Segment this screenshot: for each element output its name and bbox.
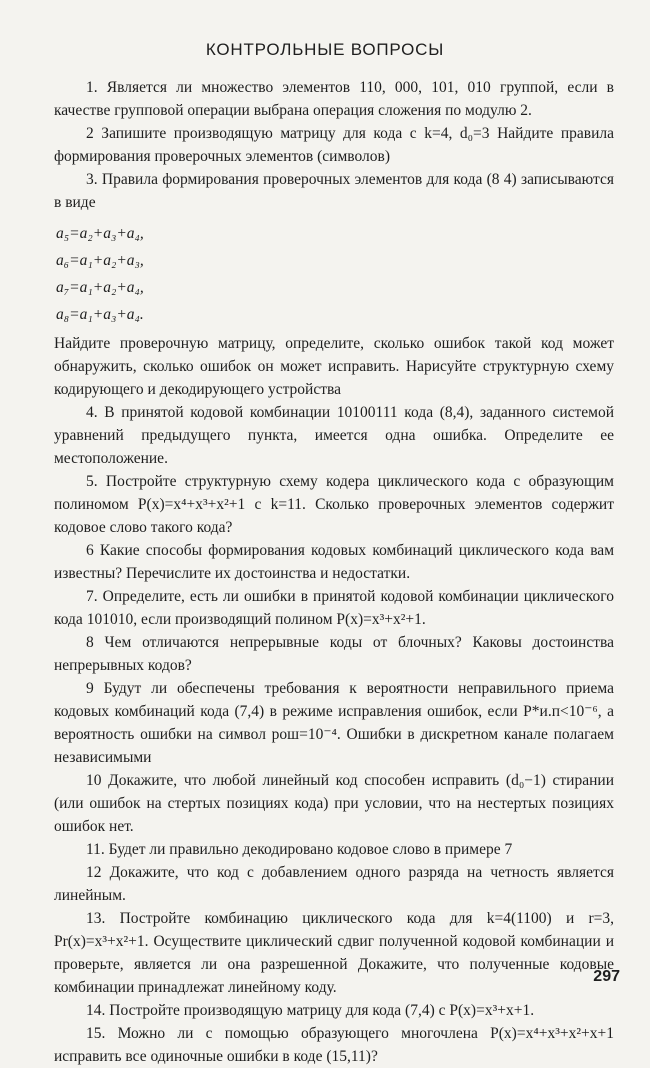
check-equations	[56, 220, 614, 328]
question-4: 4. В принятой кодовой комбинации 10100111 кода (8,4), заданного системой уравнений предыдущего пункта, имеется одна ошибка. Определите ее местоположение.	[54, 404, 614, 467]
question-1: 1. Является ли множество элементов 110, 000, 101, 010 группой, если в качестве групповой операции выбрана операция сложения по модулю 2.	[54, 79, 614, 119]
question-3-tail: Найдите проверочную матрицу, определите, сколько ошибок такой код может обнаружить, сколько ошибок он может исправить. Нарисуйте структурную схему кодирующего и декодирующего устройства	[54, 335, 614, 398]
equation-a8: a₈=a₁+a₃+a₄.	[56, 306, 144, 323]
question-13: 13. Постройте комбинацию циклического кода для k=4(1100) и r=3, Pr(x)=x³+x²+1. Осуществите циклический сдвиг полученной кодовой комбинации и проверьте, является ли она разрешенной Докажите, что полученные кодовые комбинации принадлежат линейному коду.	[54, 910, 614, 996]
question-9: 9 Будут ли обеспечены требования к вероятности неправильного приема кодовых комбинаций кода (7,4) в режиме исправления ошибок, если P*и.п<10⁻⁶, а вероятность ошибки на символ pош=10⁻⁴. Ошибки в дискретном канале полагаем независимыми	[54, 680, 614, 766]
question-2: 2 Запишите производящую матрицу для кода с k=4, d₀=3 Найдите правила формирования проверочных элементов (символов)	[54, 125, 614, 165]
question-12: 12 Докажите, что код с добавлением одного разряда на четность является линейным.	[54, 864, 614, 904]
question-5: 5. Постройте структурную схему кодера циклического кода с образующим полиномом P(x)=x⁴+x³+x²+1 с k=11. Сколько проверочных элементов содержит кодовое слово такого кода?	[54, 473, 614, 536]
page-number: 297	[593, 968, 620, 985]
question-11: 11. Будет ли правильно декодировано кодовое слово в примере 7	[86, 841, 513, 858]
section-title: КОНТРОЛЬНЫЕ ВОПРОСЫ	[205, 40, 445, 59]
question-8: 8 Чем отличаются непрерывные коды от блочных? Каковы достоинства непрерывных кодов?	[54, 634, 614, 674]
question-6: 6 Какие способы формирования кодовых комбинаций циклического кода вам известны? Перечислите их достоинства и недостатки.	[54, 542, 614, 582]
equation-a7: a₇=a₁+a₂+a₄,	[56, 279, 144, 296]
equation-a5: a₅=a₂+a₃+a₄,	[56, 225, 144, 242]
question-15: 15. Можно ли с помощью образующего многочлена P(x)=x⁴+x³+x²+x+1 исправить все одиночные ошибки в коде (15,11)?	[54, 1025, 614, 1065]
equation-a6: a₆=a₁+a₂+a₃,	[56, 252, 144, 269]
question-3-intro: 3. Правила формирования проверочных элементов для кода (8 4) записываются в виде	[54, 171, 614, 211]
question-14: 14. Постройте производящую матрицу для кода (7,4) с P(x)=x³+x+1.	[86, 1002, 535, 1019]
question-10: 10 Докажите, что любой линейный код способен исправить (d₀−1) стирании (или ошибок на стертых позициях кода) при условии, что на нестертых позициях ошибок нет.	[54, 772, 614, 835]
questions-list	[54, 76, 614, 1068]
question-7: 7. Определите, есть ли ошибки в принятой кодовой комбинации циклического кода 101010, если производящий полином P(x)=x³+x²+1.	[54, 588, 614, 628]
